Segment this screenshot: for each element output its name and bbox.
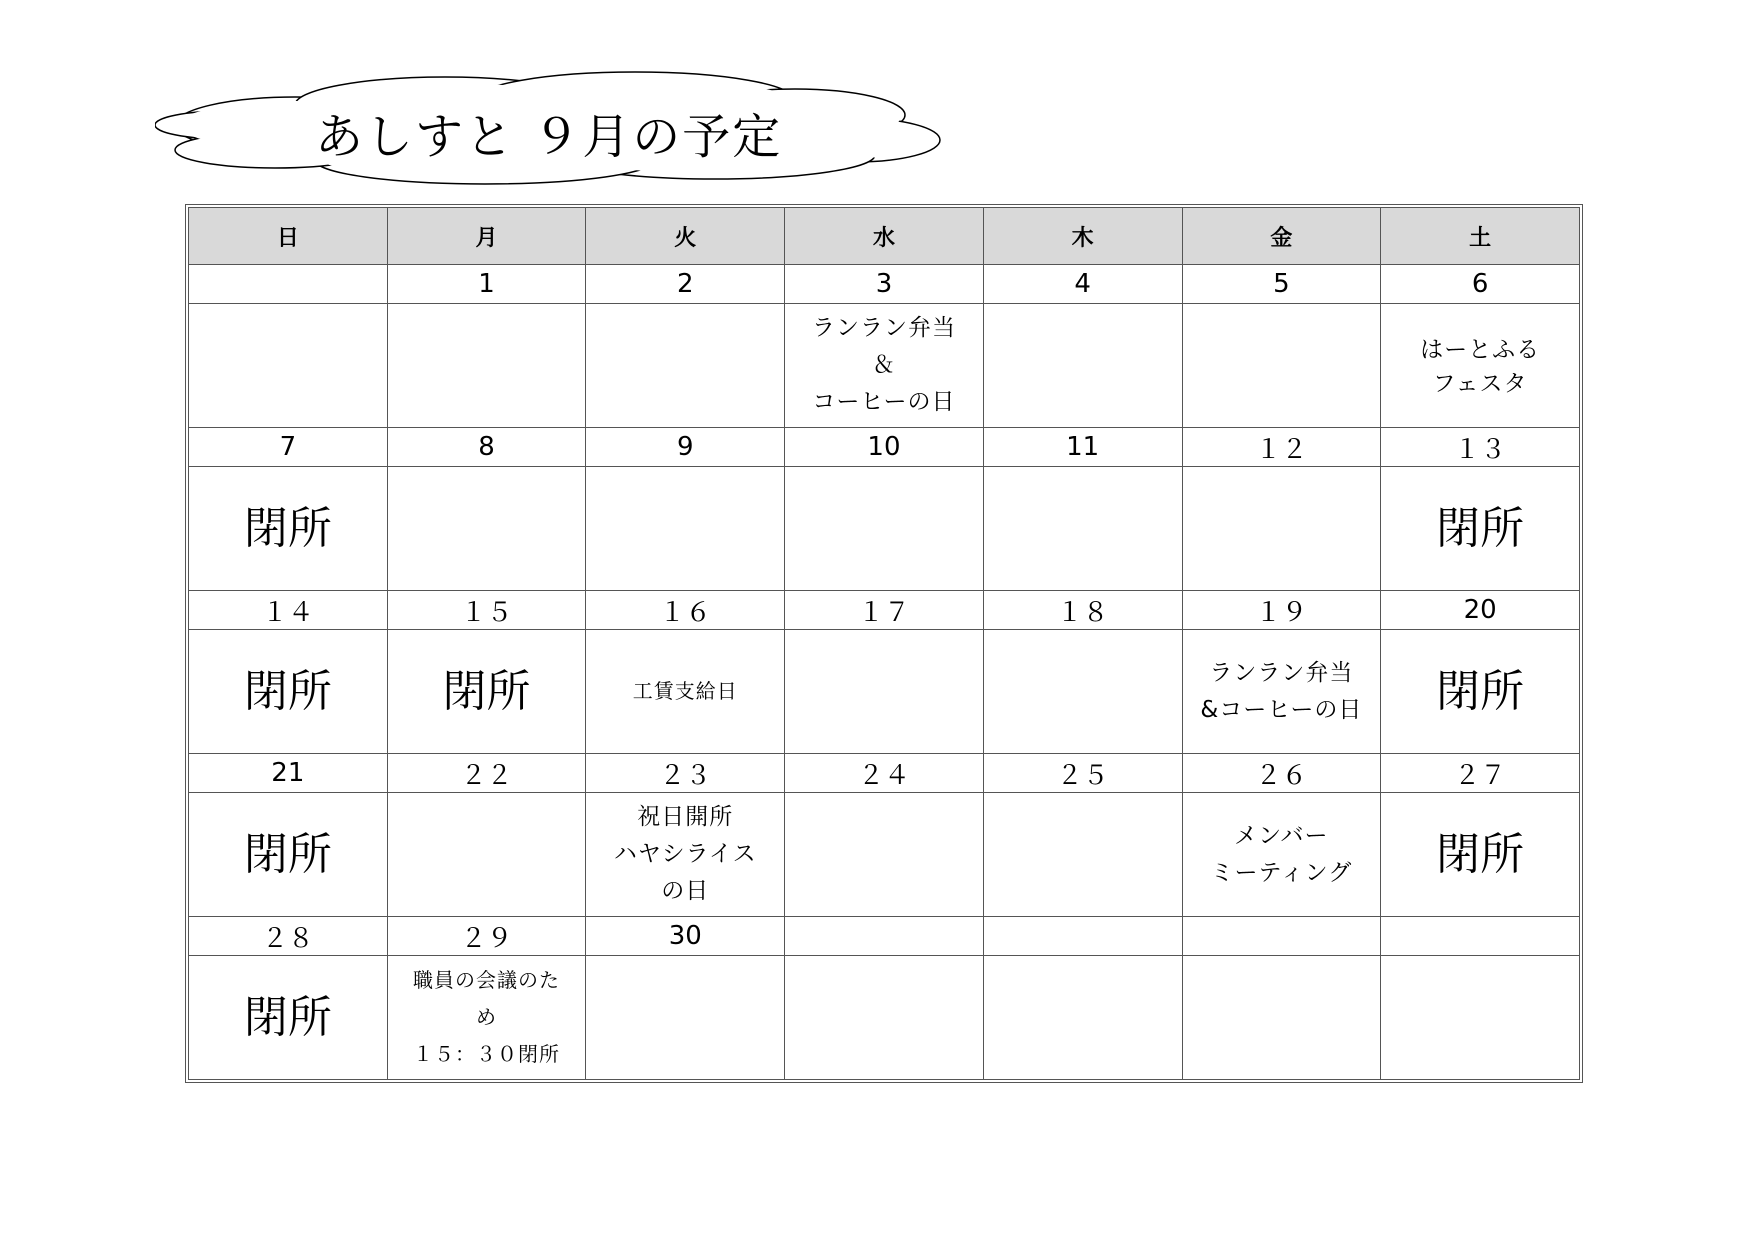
event-cell bbox=[785, 956, 984, 1080]
event-text: の日 bbox=[661, 878, 710, 904]
event-cell bbox=[1182, 956, 1381, 1080]
date-cell: 4 bbox=[983, 265, 1182, 304]
event-cell bbox=[785, 467, 984, 591]
event-cell bbox=[387, 467, 586, 591]
weekday-tuesday: 火 bbox=[586, 208, 785, 265]
event-cell bbox=[387, 630, 586, 754]
date-cell: 7 bbox=[189, 428, 388, 467]
date-cell: １６ bbox=[586, 591, 785, 630]
event-row-week-2 bbox=[189, 467, 1580, 591]
date-cell: １７ bbox=[785, 591, 984, 630]
event-text: フェスタ bbox=[1432, 371, 1528, 397]
date-cell: ２３ bbox=[586, 754, 785, 793]
event-text: 工賃支給日 bbox=[632, 679, 738, 703]
date-cell bbox=[1381, 917, 1580, 956]
event-text: め bbox=[476, 1005, 498, 1029]
event-cell bbox=[387, 793, 586, 917]
event-cell bbox=[1182, 793, 1381, 917]
event-cell bbox=[586, 630, 785, 754]
event-text: １５：３０閉所 bbox=[413, 1042, 561, 1066]
event-cell bbox=[189, 304, 388, 428]
closed-label: 閉所 bbox=[442, 665, 531, 717]
event-cell bbox=[983, 793, 1182, 917]
event-cell bbox=[387, 956, 586, 1080]
weekday-monday: 月 bbox=[387, 208, 586, 265]
date-cell: 6 bbox=[1381, 265, 1580, 304]
weekday-wednesday: 水 bbox=[785, 208, 984, 265]
event-cell bbox=[1381, 793, 1580, 917]
calendar-table bbox=[188, 207, 1580, 1080]
date-row-week-2 bbox=[189, 428, 1580, 467]
event-text: メンバー bbox=[1234, 822, 1329, 849]
event-cell bbox=[189, 630, 388, 754]
event-cell bbox=[1182, 467, 1381, 591]
event-cell bbox=[586, 793, 785, 917]
event-cell bbox=[586, 304, 785, 428]
date-cell: ２７ bbox=[1381, 754, 1580, 793]
weekday-sunday: 日 bbox=[189, 208, 388, 265]
event-cell bbox=[189, 467, 388, 591]
weekday-header-row bbox=[189, 208, 1580, 265]
event-row-week-1 bbox=[189, 304, 1580, 428]
closed-label: 閉所 bbox=[243, 828, 332, 880]
event-text: &コーヒーの日 bbox=[1200, 696, 1363, 723]
date-cell: 1 bbox=[387, 265, 586, 304]
event-cell bbox=[983, 304, 1182, 428]
date-cell: 3 bbox=[785, 265, 984, 304]
event-text: 祝日開所 bbox=[637, 804, 734, 830]
event-text: コーヒーの日 bbox=[812, 389, 956, 415]
event-text: ＆ bbox=[871, 352, 896, 378]
event-text: ランラン弁当 bbox=[811, 315, 956, 341]
date-row-week-5 bbox=[189, 917, 1580, 956]
event-text: ランラン弁当 bbox=[1209, 659, 1354, 686]
date-cell: １４ bbox=[189, 591, 388, 630]
date-cell bbox=[983, 917, 1182, 956]
event-cell bbox=[785, 630, 984, 754]
event-cell bbox=[387, 304, 586, 428]
event-cell bbox=[983, 956, 1182, 1080]
date-cell bbox=[189, 265, 388, 304]
event-text: ミーティング bbox=[1210, 859, 1353, 886]
date-cell: 10 bbox=[785, 428, 984, 467]
event-cell bbox=[1381, 304, 1580, 428]
closed-label: 閉所 bbox=[243, 665, 332, 717]
weekday-saturday: 土 bbox=[1381, 208, 1580, 265]
event-cell bbox=[189, 956, 388, 1080]
closed-label: 閉所 bbox=[1436, 665, 1525, 717]
date-cell: 8 bbox=[387, 428, 586, 467]
event-text: ハヤシライス bbox=[613, 841, 757, 867]
date-cell: 2 bbox=[586, 265, 785, 304]
weekday-thursday: 木 bbox=[983, 208, 1182, 265]
date-row-week-4 bbox=[189, 754, 1580, 793]
event-cell bbox=[785, 793, 984, 917]
date-cell: １５ bbox=[387, 591, 586, 630]
date-cell: 21 bbox=[189, 754, 388, 793]
event-text: 職員の会議のた bbox=[413, 968, 561, 992]
date-cell: 20 bbox=[1381, 591, 1580, 630]
event-cell bbox=[1182, 304, 1381, 428]
date-cell: １８ bbox=[983, 591, 1182, 630]
date-cell bbox=[1182, 917, 1381, 956]
page-title: あしすと ９月の予定 bbox=[315, 109, 783, 165]
closed-label: 閉所 bbox=[243, 991, 332, 1043]
date-cell: ２８ bbox=[189, 917, 388, 956]
title-cloud bbox=[155, 70, 945, 190]
date-cell: ２５ bbox=[983, 754, 1182, 793]
event-cell bbox=[1381, 630, 1580, 754]
event-cell bbox=[586, 956, 785, 1080]
event-cell bbox=[1381, 956, 1580, 1080]
date-cell: ２６ bbox=[1182, 754, 1381, 793]
weekday-friday: 金 bbox=[1182, 208, 1381, 265]
date-cell: ２９ bbox=[387, 917, 586, 956]
date-cell: 5 bbox=[1182, 265, 1381, 304]
date-cell: １３ bbox=[1381, 428, 1580, 467]
event-text: はーとふる bbox=[1420, 337, 1541, 363]
date-cell: 9 bbox=[586, 428, 785, 467]
date-row-week-1 bbox=[189, 265, 1580, 304]
date-row-week-3 bbox=[189, 591, 1580, 630]
event-cell bbox=[586, 467, 785, 591]
date-cell bbox=[785, 917, 984, 956]
closed-label: 閉所 bbox=[1436, 502, 1525, 554]
event-cell bbox=[983, 630, 1182, 754]
date-cell: 11 bbox=[983, 428, 1182, 467]
date-cell: ２４ bbox=[785, 754, 984, 793]
date-cell: １２ bbox=[1182, 428, 1381, 467]
event-cell bbox=[983, 467, 1182, 591]
event-cell bbox=[1381, 467, 1580, 591]
closed-label: 閉所 bbox=[243, 502, 332, 554]
closed-label: 閉所 bbox=[1436, 828, 1525, 880]
event-cell bbox=[1182, 630, 1381, 754]
event-cell bbox=[189, 793, 388, 917]
date-cell: 30 bbox=[586, 917, 785, 956]
event-cell bbox=[785, 304, 984, 428]
date-cell: ２２ bbox=[387, 754, 586, 793]
date-cell: １９ bbox=[1182, 591, 1381, 630]
event-row-week-5 bbox=[189, 956, 1580, 1080]
event-row-week-4 bbox=[189, 793, 1580, 917]
event-row-week-3 bbox=[189, 630, 1580, 754]
